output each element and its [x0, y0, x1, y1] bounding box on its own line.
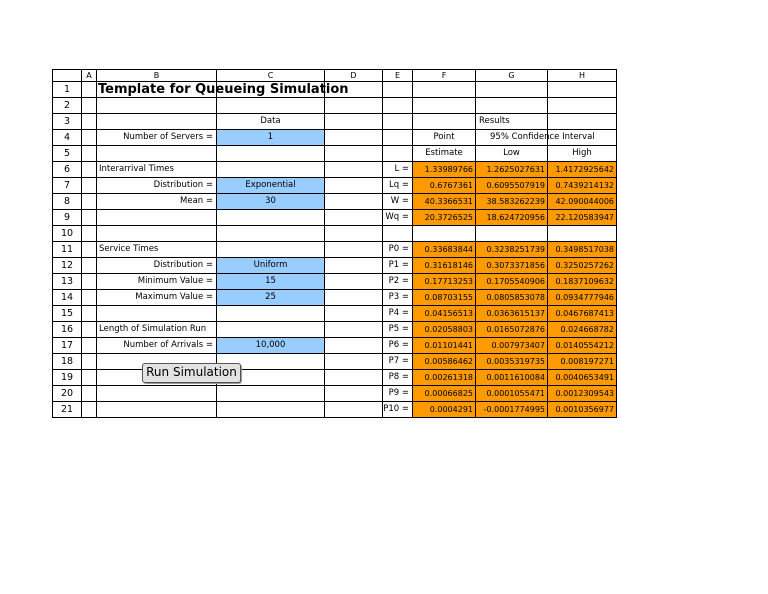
cell[interactable] — [82, 338, 97, 353]
cell[interactable] — [325, 274, 383, 289]
row-number[interactable]: 18 — [53, 354, 82, 369]
column-header-a[interactable]: A — [82, 70, 97, 81]
result-low[interactable]: 0.0805853078 — [476, 290, 548, 305]
result-high[interactable]: 22.120583947 — [548, 210, 617, 225]
sheet-row — [53, 242, 617, 258]
sheet-row — [53, 386, 617, 402]
cell[interactable] — [217, 98, 325, 113]
cell[interactable] — [82, 354, 97, 369]
result-high[interactable]: 0.024668782 — [548, 322, 617, 337]
low-label[interactable]: Low — [476, 146, 548, 161]
result-estimate[interactable]: 0.00066825 — [413, 386, 476, 401]
result-estimate[interactable]: 0.17713253 — [413, 274, 476, 289]
row-number[interactable]: 10 — [53, 226, 82, 241]
column-header-c[interactable]: C — [217, 70, 325, 81]
sheet-row — [53, 146, 617, 162]
result-estimate[interactable]: 0.08703155 — [413, 290, 476, 305]
result-high[interactable]: 1.4172925642 — [548, 162, 617, 177]
cell[interactable] — [325, 226, 383, 241]
sheet-row — [53, 402, 617, 418]
cell[interactable] — [476, 98, 548, 113]
high-label[interactable]: High — [548, 146, 617, 161]
cell[interactable] — [97, 98, 217, 113]
arrivals-label[interactable]: Number of Arrivals = — [97, 338, 217, 353]
sheet-row — [53, 258, 617, 274]
service-label: Service Times — [99, 244, 159, 254]
cell[interactable] — [548, 114, 617, 129]
arrivals-input[interactable]: 10,000 — [217, 338, 325, 353]
cell[interactable] — [217, 146, 325, 161]
result-low[interactable]: 0.0001055471 — [476, 386, 548, 401]
cell[interactable] — [383, 130, 413, 145]
cell[interactable] — [82, 290, 97, 305]
cell[interactable] — [325, 130, 383, 145]
column-header-e[interactable]: E — [383, 70, 413, 81]
servers-label[interactable]: Number of Servers = — [97, 130, 217, 145]
cell[interactable] — [97, 242, 217, 257]
cell[interactable] — [325, 178, 383, 193]
cell[interactable] — [97, 162, 217, 177]
result-symbol[interactable]: W = — [383, 194, 413, 209]
result-symbol[interactable]: P4 = — [383, 306, 413, 321]
cell[interactable] — [82, 322, 97, 337]
result-high[interactable]: 0.3250257262 — [548, 258, 617, 273]
sheet-row — [53, 290, 617, 306]
svc-distribution-label[interactable]: Distribution = — [97, 258, 217, 273]
cell[interactable] — [383, 98, 413, 113]
sheet-row — [53, 130, 617, 146]
cell[interactable] — [97, 114, 217, 129]
sheet-row — [53, 178, 617, 194]
cell[interactable] — [217, 306, 325, 321]
cell[interactable] — [82, 370, 97, 385]
cell[interactable] — [82, 210, 97, 225]
result-high[interactable]: 42.090044006 — [548, 194, 617, 209]
cell[interactable] — [82, 242, 97, 257]
corner-cell[interactable] — [53, 70, 82, 81]
estimate-label[interactable]: Estimate — [413, 146, 476, 161]
cell[interactable] — [82, 258, 97, 273]
result-symbol[interactable]: P3 = — [383, 290, 413, 305]
result-high[interactable]: 0.0012309543 — [548, 386, 617, 401]
min-value-label[interactable]: Minimum Value = — [97, 274, 217, 289]
column-header-row — [53, 70, 617, 82]
sheet-row — [53, 322, 617, 338]
sheet-row — [53, 226, 617, 242]
data-header[interactable]: Data — [217, 114, 325, 129]
result-low[interactable]: -0.0001774995 — [476, 402, 548, 417]
cell[interactable] — [325, 354, 383, 369]
cell-f1[interactable] — [413, 82, 476, 97]
row-number[interactable]: 9 — [53, 210, 82, 225]
result-estimate[interactable]: 1.33989766 — [413, 162, 476, 177]
result-low[interactable]: 0.007973407 — [476, 338, 548, 353]
result-high[interactable]: 0.0934777946 — [548, 290, 617, 305]
row-number[interactable]: 20 — [53, 386, 82, 401]
cell-b1[interactable] — [97, 82, 349, 97]
cell[interactable] — [97, 386, 217, 401]
result-estimate[interactable]: 0.33683844 — [413, 242, 476, 257]
sheet-title: Template for Queueing Simulation — [98, 82, 349, 97]
cell[interactable] — [217, 226, 325, 241]
result-symbol[interactable]: P2 = — [383, 274, 413, 289]
cell[interactable] — [82, 98, 97, 113]
cell[interactable] — [476, 226, 548, 241]
result-low[interactable]: 0.0035319735 — [476, 354, 548, 369]
sheet-row — [53, 354, 617, 370]
result-estimate[interactable]: 0.00586462 — [413, 354, 476, 369]
cell[interactable] — [82, 402, 97, 417]
cell[interactable] — [82, 178, 97, 193]
cell[interactable] — [383, 146, 413, 161]
cell[interactable] — [325, 258, 383, 273]
cell[interactable] — [82, 146, 97, 161]
result-high[interactable]: 0.1837109632 — [548, 274, 617, 289]
result-low[interactable]: 0.0011610084 — [476, 370, 548, 385]
row-number[interactable]: 14 — [53, 290, 82, 305]
row-number[interactable]: 7 — [53, 178, 82, 193]
row-number[interactable]: 3 — [53, 114, 82, 129]
cell[interactable] — [325, 338, 383, 353]
result-symbol[interactable]: Wq = — [383, 210, 413, 225]
cell-a1[interactable] — [82, 82, 97, 97]
row-number[interactable]: 5 — [53, 146, 82, 161]
sheet-row — [53, 98, 617, 114]
cell[interactable] — [413, 226, 476, 241]
result-estimate[interactable]: 0.04156513 — [413, 306, 476, 321]
cell[interactable] — [325, 242, 383, 257]
cell[interactable] — [217, 210, 325, 225]
cell[interactable] — [217, 322, 325, 337]
result-symbol[interactable]: P1 = — [383, 258, 413, 273]
ia-distribution-label[interactable]: Distribution = — [97, 178, 217, 193]
cell[interactable] — [217, 162, 325, 177]
min-value-input[interactable]: 15 — [217, 274, 325, 289]
result-high[interactable]: 0.0040653491 — [548, 370, 617, 385]
cell[interactable] — [325, 194, 383, 209]
result-low[interactable]: 18.624720956 — [476, 210, 548, 225]
result-low[interactable]: 0.1705540906 — [476, 274, 548, 289]
result-symbol[interactable]: P6 = — [383, 338, 413, 353]
result-estimate[interactable]: 0.00261318 — [413, 370, 476, 385]
result-high[interactable]: 0.0140554212 — [548, 338, 617, 353]
result-high[interactable]: 0.3498517038 — [548, 242, 617, 257]
ci-label: 95% Confidence Interval — [490, 132, 595, 142]
max-value-label[interactable]: Maximum Value = — [97, 290, 217, 305]
column-header-h[interactable]: H — [548, 70, 617, 81]
cell[interactable] — [325, 322, 383, 337]
cell[interactable] — [325, 98, 383, 113]
point-label[interactable]: Point — [413, 130, 476, 145]
row-number[interactable]: 12 — [53, 258, 82, 273]
cell[interactable] — [217, 242, 325, 257]
cell[interactable] — [325, 146, 383, 161]
result-estimate[interactable]: 40.3366531 — [413, 194, 476, 209]
cell[interactable] — [383, 226, 413, 241]
cell[interactable] — [97, 146, 217, 161]
row-number[interactable]: 11 — [53, 242, 82, 257]
result-estimate[interactable]: 0.01101441 — [413, 338, 476, 353]
cell[interactable] — [82, 386, 97, 401]
cell[interactable] — [97, 210, 217, 225]
sheet-row — [53, 306, 617, 322]
row-number[interactable]: 6 — [53, 162, 82, 177]
cell[interactable] — [97, 402, 217, 417]
cell[interactable] — [82, 226, 97, 241]
result-low[interactable]: 0.3073371856 — [476, 258, 548, 273]
cell[interactable] — [325, 210, 383, 225]
result-symbol[interactable]: P8 = — [383, 370, 413, 385]
row-number[interactable]: 4 — [53, 130, 82, 145]
result-estimate[interactable]: 0.31618146 — [413, 258, 476, 273]
mean-input[interactable]: 30 — [217, 194, 325, 209]
cell[interactable] — [82, 162, 97, 177]
cell[interactable] — [548, 226, 617, 241]
result-symbol[interactable]: P0 = — [383, 242, 413, 257]
cell[interactable] — [325, 290, 383, 305]
result-symbol[interactable]: P5 = — [383, 322, 413, 337]
length-label: Length of Simulation Run — [99, 324, 207, 334]
result-low[interactable]: 0.3238251739 — [476, 242, 548, 257]
cell[interactable] — [476, 114, 548, 129]
cell[interactable] — [325, 114, 383, 129]
result-high[interactable]: 0.0010356977 — [548, 402, 617, 417]
result-low[interactable]: 0.6095507919 — [476, 178, 548, 193]
result-low[interactable]: 0.0363615137 — [476, 306, 548, 321]
cell[interactable] — [82, 114, 97, 129]
sheet-row — [53, 274, 617, 290]
row-number[interactable]: 2 — [53, 98, 82, 113]
cell[interactable] — [413, 98, 476, 113]
result-estimate[interactable]: 0.02058803 — [413, 322, 476, 337]
result-high[interactable]: 0.7439214132 — [548, 178, 617, 193]
cell[interactable] — [476, 130, 595, 145]
row-number[interactable]: 1 — [53, 82, 82, 97]
row-number[interactable]: 21 — [53, 402, 82, 417]
row-number[interactable]: 8 — [53, 194, 82, 209]
cell[interactable] — [82, 274, 97, 289]
cell[interactable] — [82, 306, 97, 321]
cell[interactable] — [82, 194, 97, 209]
sheet-row — [53, 82, 617, 98]
cell-h1[interactable] — [548, 82, 617, 97]
result-symbol[interactable]: Lq = — [383, 178, 413, 193]
row-number[interactable]: 13 — [53, 274, 82, 289]
sheet-row — [53, 114, 617, 130]
cell[interactable] — [413, 114, 476, 129]
result-low[interactable]: 1.2625027631 — [476, 162, 548, 177]
results-header: Results — [479, 116, 510, 126]
column-header-d[interactable]: D — [325, 70, 383, 81]
cell[interactable] — [217, 402, 325, 417]
column-header-b[interactable]: B — [97, 70, 217, 81]
run-simulation-button[interactable]: Run Simulation — [142, 363, 241, 383]
cell[interactable] — [325, 162, 383, 177]
result-high[interactable]: 0.0467687413 — [548, 306, 617, 321]
cell-e1[interactable] — [383, 82, 413, 97]
result-high[interactable]: 0.008197271 — [548, 354, 617, 369]
cell[interactable] — [325, 370, 383, 385]
result-symbol[interactable]: P10 = — [383, 402, 413, 417]
cell[interactable] — [97, 306, 217, 321]
mean-label[interactable]: Mean = — [97, 194, 217, 209]
cell[interactable] — [548, 98, 617, 113]
cell[interactable] — [97, 226, 217, 241]
servers-input[interactable]: 1 — [217, 130, 325, 145]
svc-distribution-input[interactable]: Uniform — [217, 258, 325, 273]
max-value-input[interactable]: 25 — [217, 290, 325, 305]
result-symbol[interactable]: L = — [383, 162, 413, 177]
result-low[interactable]: 0.0165072876 — [476, 322, 548, 337]
result-symbol[interactable]: P9 = — [383, 386, 413, 401]
column-header-g[interactable]: G — [476, 70, 548, 81]
sheet-row — [53, 338, 617, 354]
result-estimate[interactable]: 0.0004291 — [413, 402, 476, 417]
row-number[interactable]: 19 — [53, 370, 82, 385]
cell[interactable] — [217, 386, 325, 401]
row-number[interactable]: 17 — [53, 338, 82, 353]
result-symbol[interactable]: P7 = — [383, 354, 413, 369]
row-number[interactable]: 15 — [53, 306, 82, 321]
spreadsheet-grid — [52, 69, 617, 418]
cell[interactable] — [325, 386, 383, 401]
cell[interactable] — [82, 130, 97, 145]
ia-distribution-input[interactable]: Exponential — [217, 178, 325, 193]
row-number[interactable]: 16 — [53, 322, 82, 337]
sheet-row — [53, 162, 617, 178]
cell[interactable] — [325, 402, 383, 417]
sheet-row — [53, 210, 617, 226]
interarrival-label: Interarrival Times — [99, 164, 174, 174]
result-estimate[interactable]: 0.6767361 — [413, 178, 476, 193]
column-header-f[interactable]: F — [413, 70, 476, 81]
result-low[interactable]: 38.583262239 — [476, 194, 548, 209]
sheet-row — [53, 194, 617, 210]
cell[interactable] — [97, 322, 217, 337]
cell[interactable] — [383, 114, 413, 129]
cell-g1[interactable] — [476, 82, 548, 97]
result-estimate[interactable]: 20.3726525 — [413, 210, 476, 225]
sheet-row — [53, 370, 617, 386]
cell[interactable] — [325, 306, 383, 321]
